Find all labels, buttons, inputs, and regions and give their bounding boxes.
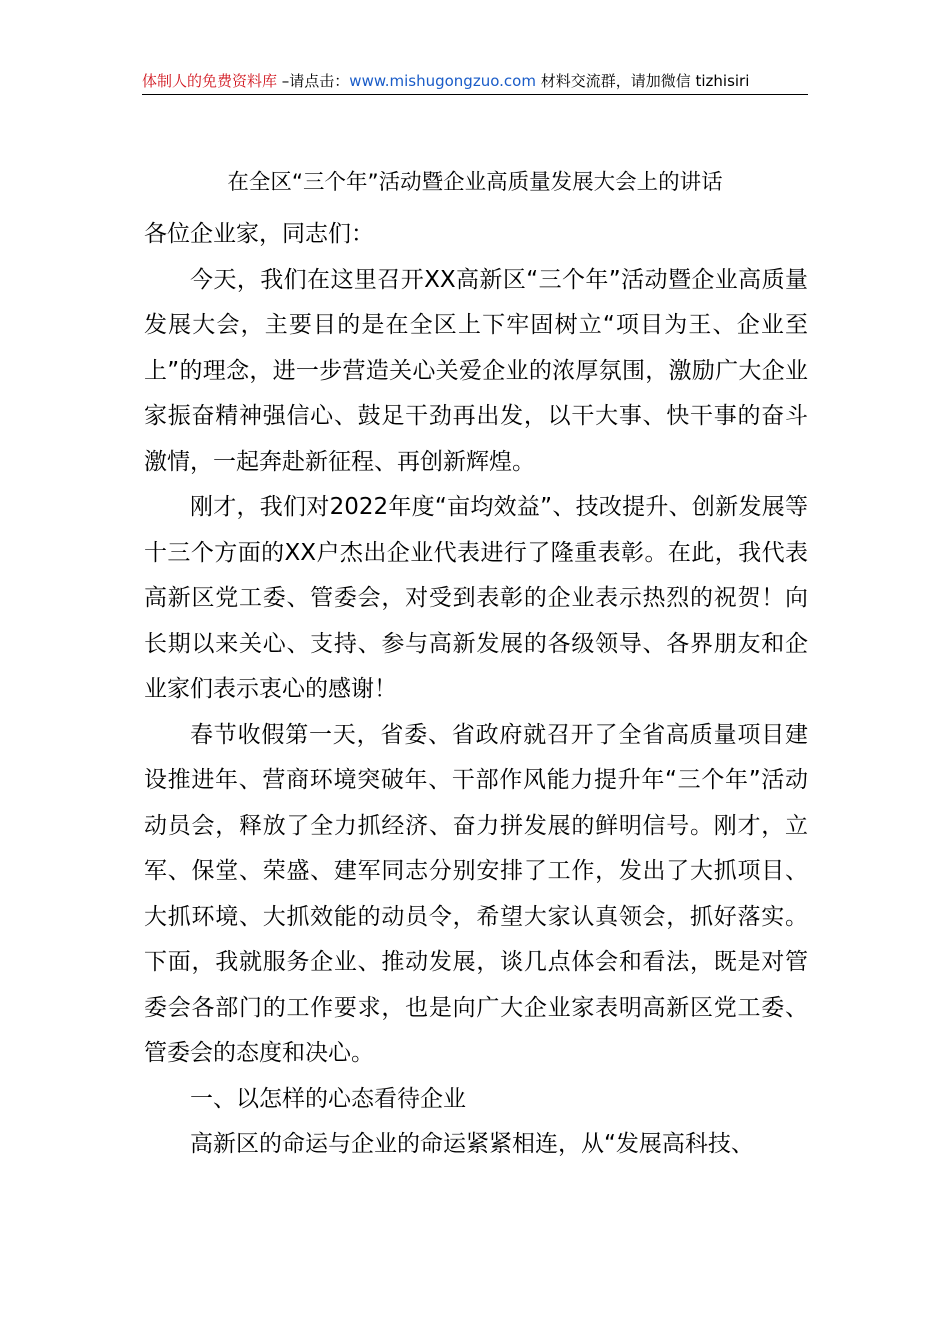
paragraph: 春节收假第一天，省委、省政府就召开了全省高质量项目建设推进年、营商环境突破年、干部作风能力提升年“三个年”活动动员会，释放了全力抓经济、奋力拼发展的鲜明信号。刚才，立军、保堂、荣盛、建军同志分别安排了工作，发出了大抓项目、大抓环境、大抓效能的动员令，希望大家认真领会，抓好落实。下面，我就服务企业、推动发展，谈几点体会和看法，既是对管委会各部门的工作要求，也是向广大企业家表明高新区党工委、管委会的态度和决心。 [144, 721, 808, 1066]
header-cta: –请点击： [277, 72, 350, 90]
header-brand: 体制人的免费资料库 [142, 72, 278, 90]
header-url-link[interactable]: www.mishugongzuo.com [349, 72, 536, 90]
page-header [142, 68, 808, 95]
paragraph: 刚才，我们对2022年度“亩均效益”、技改提升、创新发展等十三个方面的XX户杰出企业代表进行了隆重表彰。在此，我代表高新区党工委、管委会，对受到表彰的企业表示热烈的祝贺！向长期以来关心、支持、参与高新发展的各级领导、各界朋友和企业家们表示衷心的感谢！ [144, 494, 808, 702]
document-title: 在全区“三个年”活动暨企业高质量发展大会上的讲话 [227, 170, 723, 195]
document-body [144, 212, 808, 1168]
paragraph: 高新区的命运与企业的命运紧紧相连，从“发展高科技、 [190, 1131, 754, 1157]
section-heading: 一、以怎样的心态看待企业 [190, 1085, 466, 1112]
header-note: 材料交流群，请加微信 tizhisiri [535, 72, 750, 90]
paragraph: 今天，我们在这里召开XX高新区“三个年”活动暨企业高质量发展大会，主要目的是在全区上下牢固树立“项目为王、企业至上”的理念，进一步营造关心关爱企业的浓厚氛围，激励广大企业家振奋精神强信心、鼓足干劲再出发，以干大事、快干事的奋斗激情，一起奔赴新征程、再创新辉煌。 [144, 266, 808, 475]
salutation: 各位企业家，同志们： [144, 221, 374, 247]
